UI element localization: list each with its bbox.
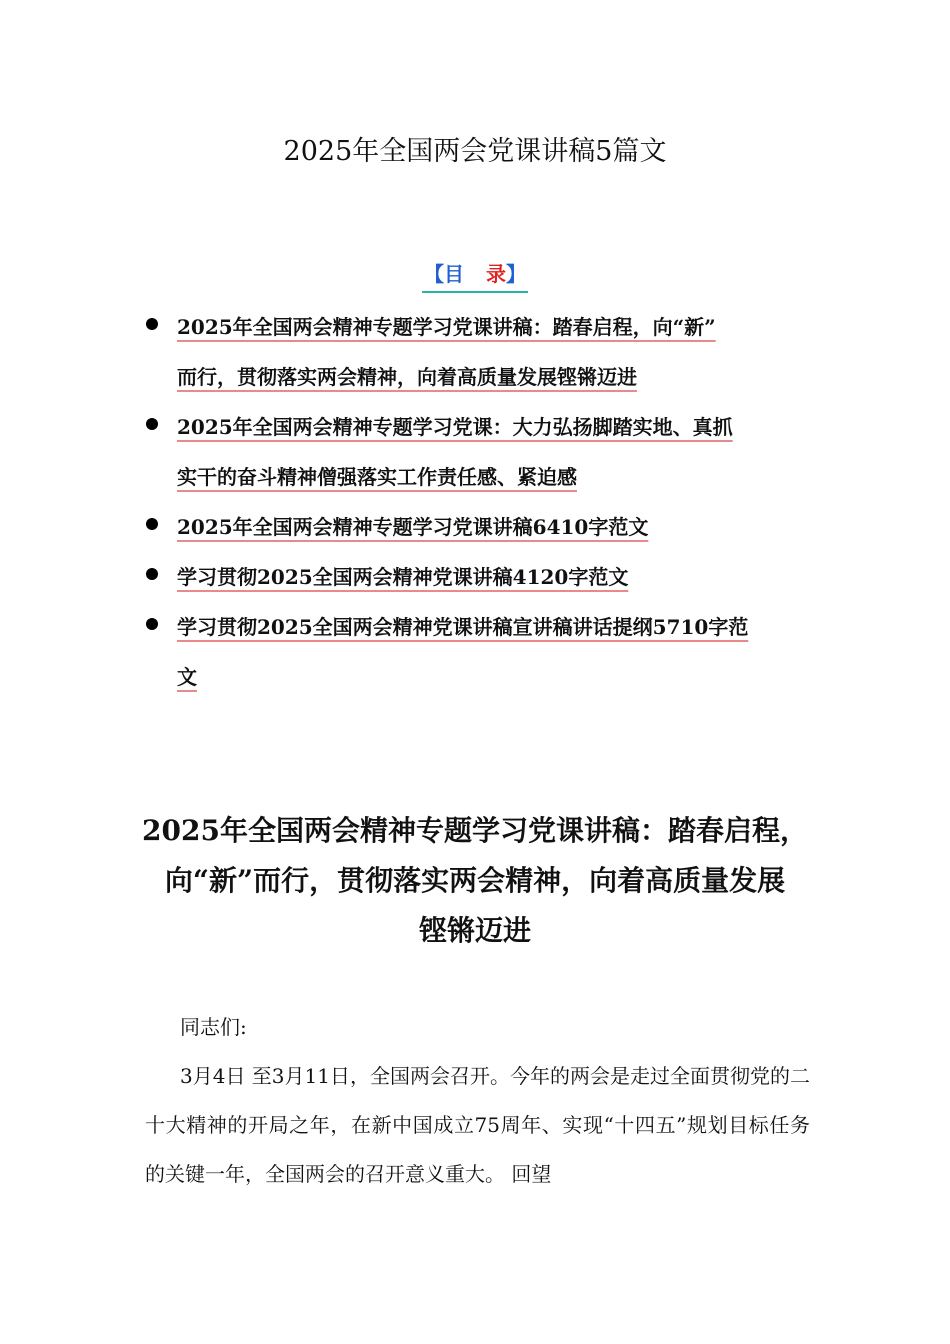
toc-item-text[interactable]: [177, 302, 807, 402]
toc-item-1-line2[interactable]: 而行，贯彻落实两会精神，向着高质量发展铿锵迈进: [177, 365, 637, 389]
section-title-line3: 铿锵迈进: [418, 914, 531, 947]
toc-item-3-line1[interactable]: 2025年全国两会精神专题学习党课讲稿6410字范文: [177, 515, 649, 539]
bullet-icon: [146, 318, 158, 330]
toc-item-5-line2[interactable]: 文: [177, 665, 197, 689]
document-title: 2025年全国两会党课讲稿5篇文: [283, 136, 667, 167]
toc-item-2[interactable]: [140, 402, 810, 502]
toc-item-1-line1[interactable]: 2025年全国两会精神专题学习党课讲稿：踏春启程，向“新”: [177, 315, 716, 339]
toc-heading-char-lu: 录: [486, 262, 506, 286]
toc-item-text[interactable]: [177, 552, 807, 602]
toc-item-3[interactable]: [140, 502, 810, 552]
toc-heading-underline: [422, 258, 528, 293]
toc-bracket-close: 】: [506, 262, 526, 286]
toc-heading-char-mu: 目: [444, 262, 464, 286]
toc-bracket-open: 【: [424, 262, 444, 286]
greeting: 同志们:: [180, 1015, 247, 1039]
section-title: [140, 806, 810, 956]
toc-item-2-line2[interactable]: 实干的奋斗精神僧强落实工作责任感、紧迫感: [177, 465, 577, 489]
body-paragraph: 3月4日 至3月11日，全国两会召开。今年的两会是走过全面贯彻党的二十大精神的开局之年，在新中国成立75周年、实现“十四五”规划目标任务的关键一年，全国两会的召开意义重大。 回望: [145, 1064, 810, 1186]
toc-item-1[interactable]: [140, 302, 810, 402]
toc-item-5[interactable]: [140, 602, 810, 702]
toc-item-4[interactable]: [140, 552, 810, 602]
toc-item-2-line1[interactable]: 2025年全国两会精神专题学习党课：大力弘扬脚踏实地、真抓: [177, 415, 733, 439]
toc-item-text[interactable]: [177, 402, 807, 502]
section-title-line1: 2025年全国两会精神专题学习党课讲稿：踏春启程，: [142, 814, 808, 847]
toc-item-text[interactable]: [177, 602, 807, 702]
bullet-icon: [146, 518, 158, 530]
toc-item-5-line1[interactable]: 学习贯彻2025全国两会精神党课讲稿宣讲稿讲话提纲5710字范: [177, 615, 749, 639]
toc-item-text[interactable]: [177, 502, 807, 552]
bullet-icon: [146, 618, 158, 630]
section-title-line2: 向“新”而行，贯彻落实两会精神，向着高质量发展: [164, 864, 786, 897]
bullet-icon: [146, 418, 158, 430]
section-body: [145, 1003, 810, 1199]
toc-heading: [0, 258, 950, 293]
toc-item-4-line1[interactable]: 学习贯彻2025全国两会精神党课讲稿4120字范文: [177, 565, 629, 589]
bullet-icon: [146, 568, 158, 580]
